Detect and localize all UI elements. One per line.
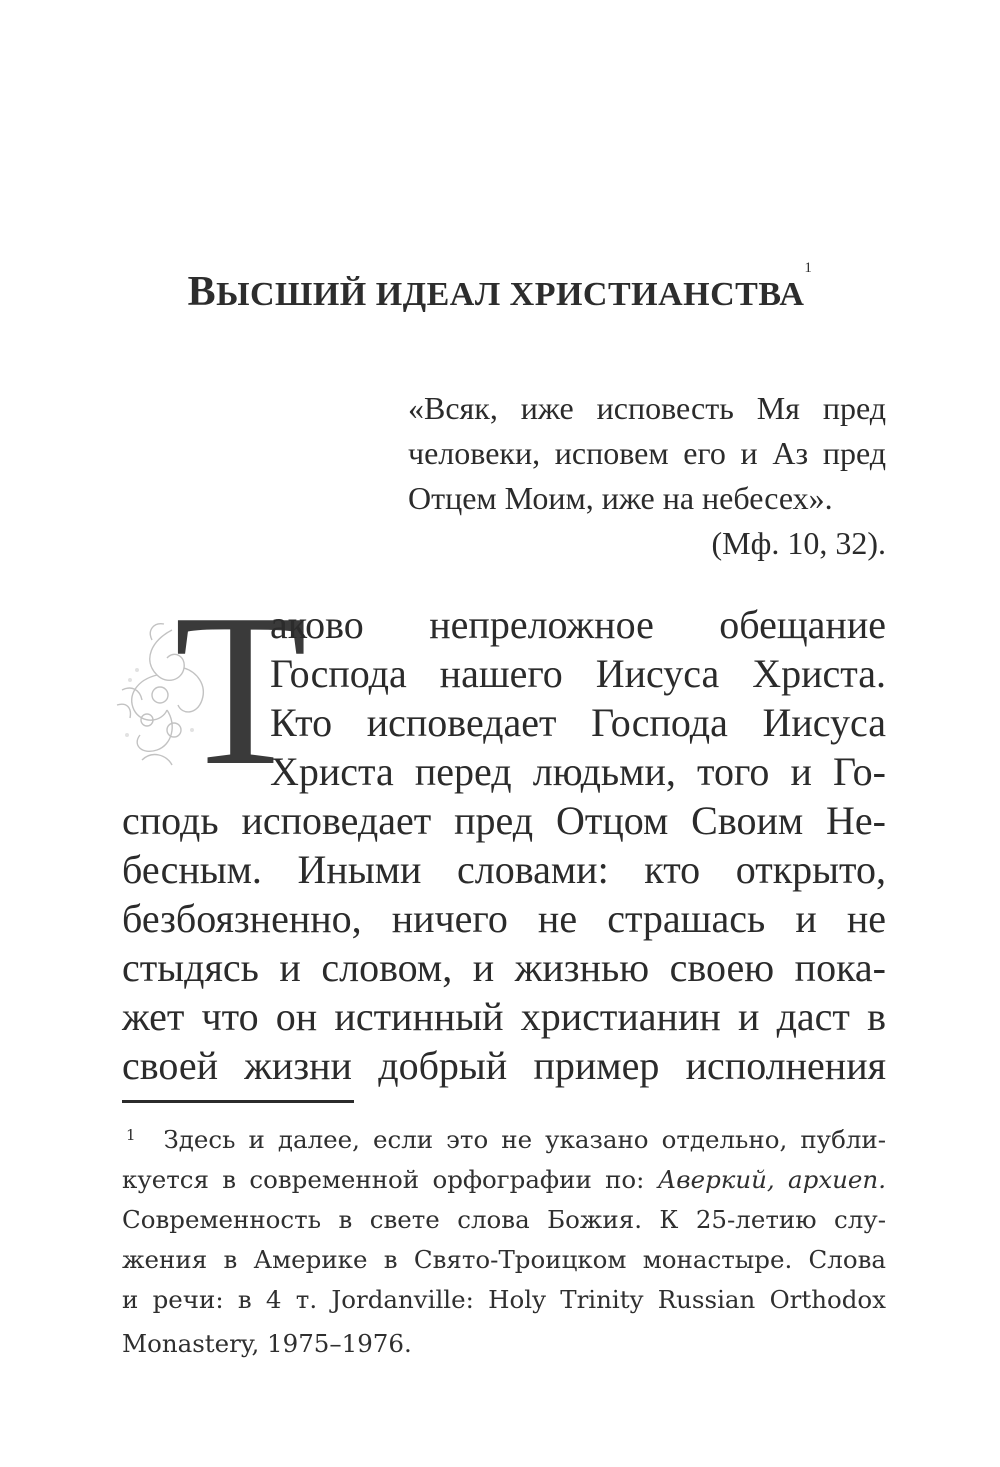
footnote-text: Здесь и далее, если это не указано отдельно, публи- — [163, 1125, 886, 1154]
footnote-marker: 1 — [126, 1126, 136, 1144]
footnote-line: и речи: в 4 т. Jordanville: Holy Trinity Russian Orthodox — [122, 1285, 886, 1314]
footnote — [122, 1120, 886, 1364]
footnote-line — [122, 1120, 886, 1160]
footnote-line — [122, 1160, 886, 1200]
footnote-author: Аверкий, архиеп. — [657, 1165, 886, 1194]
body-line: стыдясь и словом, и жизнью своею пока- — [122, 945, 886, 990]
footnote-separator — [122, 1100, 354, 1103]
footnote-line: жения в Америке в Свято-Троицком монастыре. Слова — [122, 1245, 886, 1274]
body-line: сподь исповедает пред Отцом Своим Не- — [122, 798, 886, 843]
drop-cap-letter: Т — [174, 570, 308, 811]
body-line: жет что он истинный христианин и даст в — [122, 994, 886, 1039]
body-line: аково непреложное обещание — [270, 602, 886, 647]
footnote-line: Monastery, 1975–1976. — [122, 1329, 412, 1358]
body-line: безбоязненно, ничего не страшась и не — [122, 896, 886, 941]
epigraph — [408, 386, 886, 566]
body-line: бесным. Иными словами: кто открыто, — [122, 847, 886, 892]
body-line: Кто исповедает Господа Иисуса — [270, 700, 886, 745]
epigraph-line: «Всяк, иже исповесть Мя пред — [408, 390, 886, 426]
chapter-title-text: ЫСШИЙ ИДЕАЛ ХРИСТИАНСТВА — [216, 276, 805, 313]
chapter-title-footnote-ref[interactable]: 1 — [804, 260, 813, 276]
footnote-text: куется в современной орфографии по: — [122, 1165, 658, 1194]
body-line: Христа перед людьми, того и Го- — [270, 749, 886, 794]
epigraph-line: Отцем Моим, иже на небесех». — [408, 480, 833, 516]
epigraph-reference: (Мф. 10, 32). — [711, 525, 886, 561]
body-line: своей жизни добрый пример исполнения — [122, 1043, 886, 1088]
chapter-title — [0, 260, 1000, 316]
chapter-title-initial: В — [187, 269, 217, 315]
body-paragraph — [122, 600, 886, 1090]
epigraph-line: человеки, исповем его и Аз пред — [408, 435, 886, 471]
body-line: Господа нашего Иисуса Христа. — [270, 651, 886, 696]
footnote-line: Современность в свете слова Божия. К 25-летию слу- — [122, 1205, 886, 1234]
